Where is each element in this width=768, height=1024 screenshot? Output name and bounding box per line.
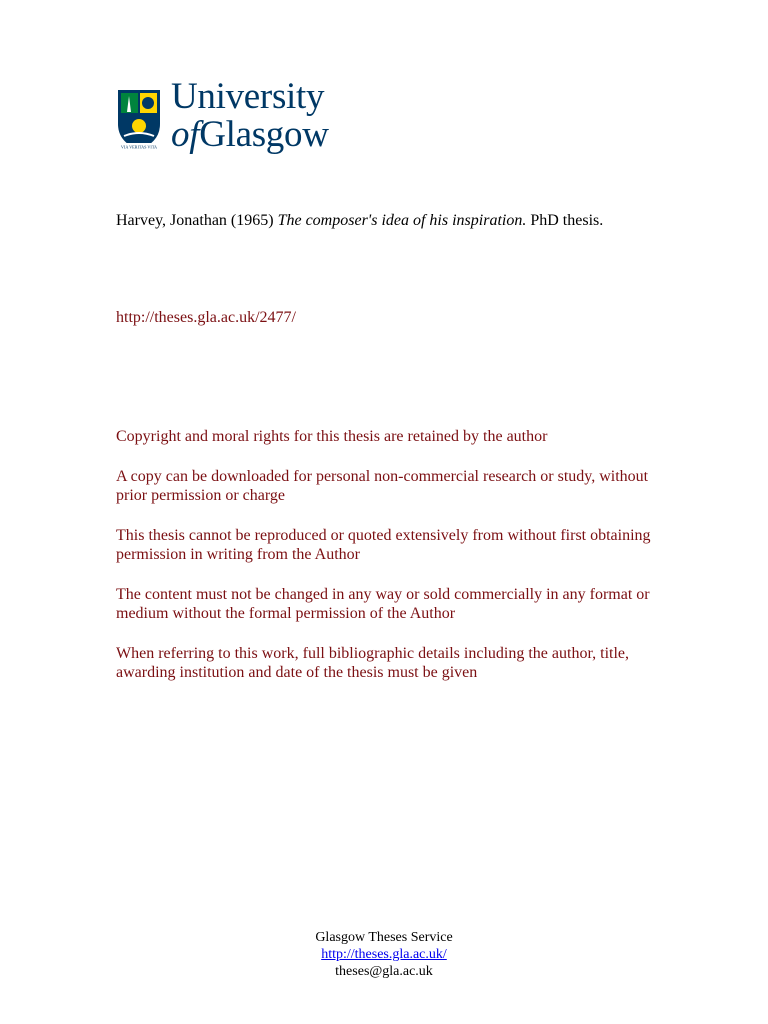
citation-degree: PhD thesis.	[526, 212, 604, 229]
footer-link[interactable]: http://theses.gla.ac.uk/	[321, 947, 447, 962]
logo-word-name: Glasgow	[199, 114, 329, 155]
rights-statement: Copyright and moral rights for this thesis are retained by the author	[116, 428, 548, 445]
university-crest-icon	[116, 88, 162, 152]
rights-statements	[116, 427, 676, 703]
footer-email: theses@gla.ac.uk	[335, 964, 433, 979]
citation-title: The composer's idea of his inspiration.	[277, 212, 527, 229]
rights-statement: This thesis cannot be reproduced or quoted extensively from without first obtaining permission in writing from the Author	[116, 527, 651, 563]
rights-statement: A copy can be downloaded for personal non-commercial research or study, without prior permission or charge	[116, 468, 649, 504]
rights-statement: When referring to this work, full bibliographic details including the author, title, awarding institution and date of the thesis must be given	[116, 645, 630, 681]
logo-word-of: of	[171, 114, 200, 155]
footer-service-name: Glasgow Theses Service	[315, 930, 453, 945]
logo-word-university: University	[171, 76, 325, 117]
footer	[234, 929, 534, 980]
thesis-url[interactable]: http://theses.gla.ac.uk/2477/	[116, 309, 296, 326]
citation-author-year: Harvey, Jonathan (1965)	[116, 212, 278, 229]
university-logo	[116, 76, 346, 156]
crest-motto: VIA VERITAS VITA	[120, 144, 158, 150]
citation	[116, 210, 656, 231]
logo-word-glasgow	[171, 116, 329, 153]
rights-statement: The content must not be changed in any way or sold commercially in any format or medium without the formal permission of the Author	[116, 586, 650, 622]
